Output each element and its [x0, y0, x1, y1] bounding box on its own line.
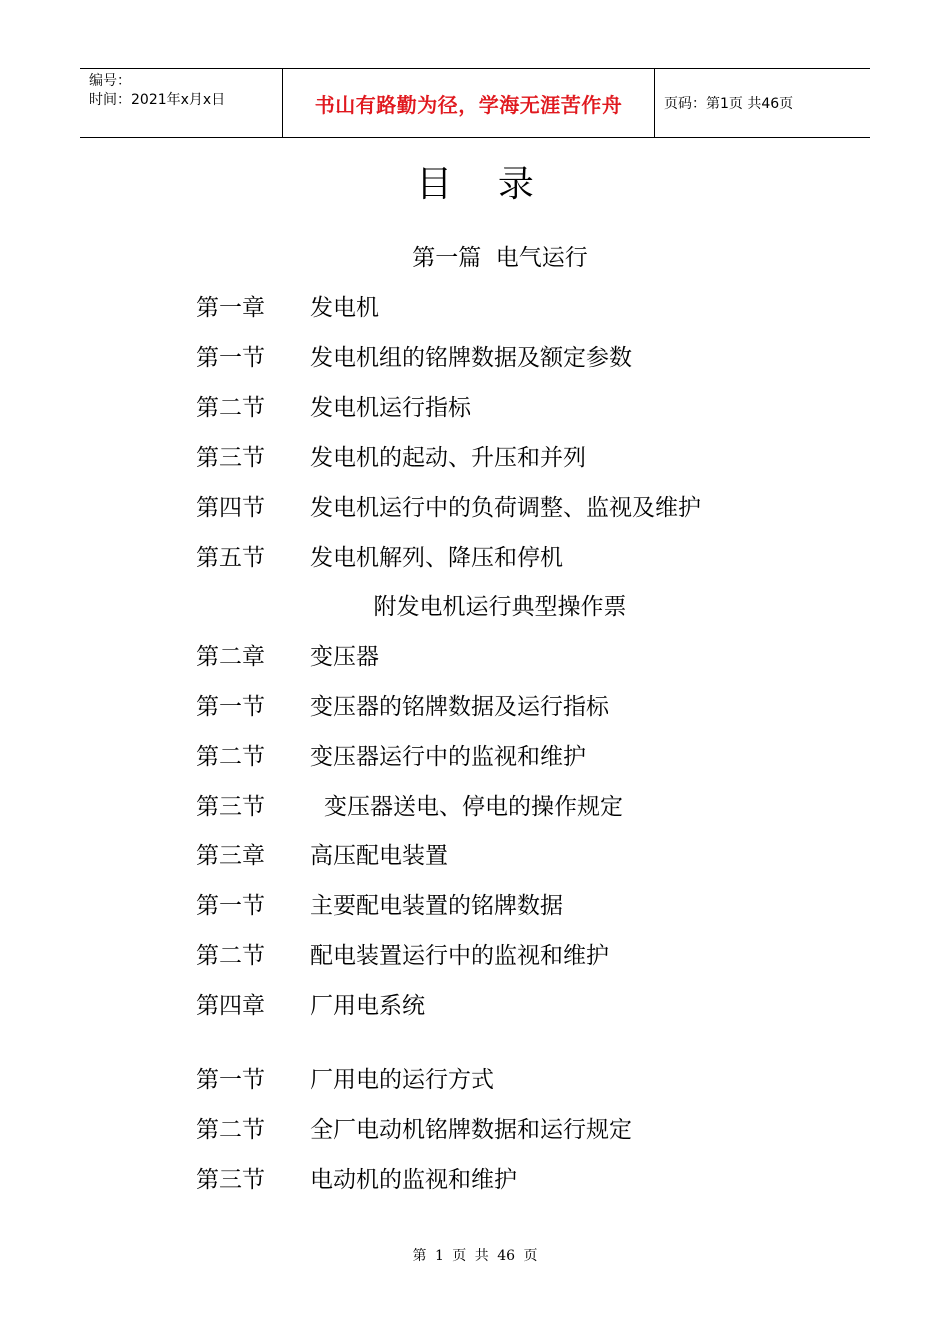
- entry-text: 变压器送电、停电的操作规定: [324, 794, 623, 820]
- entry-text: 高压配电装置: [310, 843, 448, 869]
- part-title: 第一篇 电气运行: [412, 245, 588, 271]
- entry-number: 第三节: [196, 794, 265, 820]
- serial-label: 编号：: [89, 73, 131, 89]
- entry-text: 发电机组的铭牌数据及额定参数: [310, 345, 632, 371]
- entry-text: 发电机运行指标: [310, 395, 471, 421]
- entry-text: 电动机的监视和维护: [310, 1167, 517, 1193]
- entry-number: 第二节: [196, 1117, 265, 1143]
- entry-number: 第三节: [196, 1167, 265, 1193]
- entry-number: 第三节: [196, 445, 265, 471]
- date-label: 时间：2021年x月x日: [89, 92, 226, 108]
- entry-number: 第二节: [196, 943, 265, 969]
- page-header: [80, 68, 870, 138]
- entry-number: 第二节: [196, 395, 265, 421]
- entry-number: 第一节: [196, 1067, 265, 1093]
- entry-text: 发电机运行中的负荷调整、监视及维护: [310, 495, 701, 521]
- header-meta: [80, 69, 282, 137]
- entry-number: 第一节: [196, 345, 265, 371]
- entry-text: 厂用电的运行方式: [310, 1067, 494, 1093]
- entry-number: 第五节: [196, 545, 265, 571]
- entry-text: 变压器运行中的监视和维护: [310, 744, 586, 770]
- entry-text: 发电机解列、降压和停机: [310, 545, 563, 571]
- entry-text: 全厂电动机铭牌数据和运行规定: [310, 1117, 632, 1143]
- entry-text: 变压器: [310, 644, 379, 670]
- motto: 书山有路勤为径，学海无涯苦作舟: [314, 92, 623, 117]
- toc-appendix-entry[interactable]: 附发电机运行典型操作票: [373, 594, 627, 620]
- entry-text: 配电装置运行中的监视和维护: [310, 943, 609, 969]
- page-footer: 第 1 页 共 46 页: [412, 1248, 538, 1264]
- entry-text: 发电机: [310, 295, 379, 321]
- entry-number: 第一节: [196, 893, 265, 919]
- entry-number: 第一节: [196, 694, 265, 720]
- entry-number: 第四章: [196, 993, 265, 1019]
- entry-text: 发电机的起动、升压和并列: [310, 445, 586, 471]
- entry-number: 第三章: [196, 843, 265, 869]
- header-motto-cell: [282, 69, 655, 137]
- entry-number: 第二章: [196, 644, 265, 670]
- entry-text: 厂用电系统: [310, 993, 425, 1019]
- entry-text: 变压器的铭牌数据及运行指标: [310, 694, 609, 720]
- header-page-info: 页码：第1页 共46页: [664, 96, 794, 112]
- entry-number: 第一章: [196, 295, 265, 321]
- entry-number: 第二节: [196, 744, 265, 770]
- toc-title: 目 录: [416, 164, 534, 205]
- entry-text: 主要配电装置的铭牌数据: [310, 893, 563, 919]
- entry-number: 第四节: [196, 495, 265, 521]
